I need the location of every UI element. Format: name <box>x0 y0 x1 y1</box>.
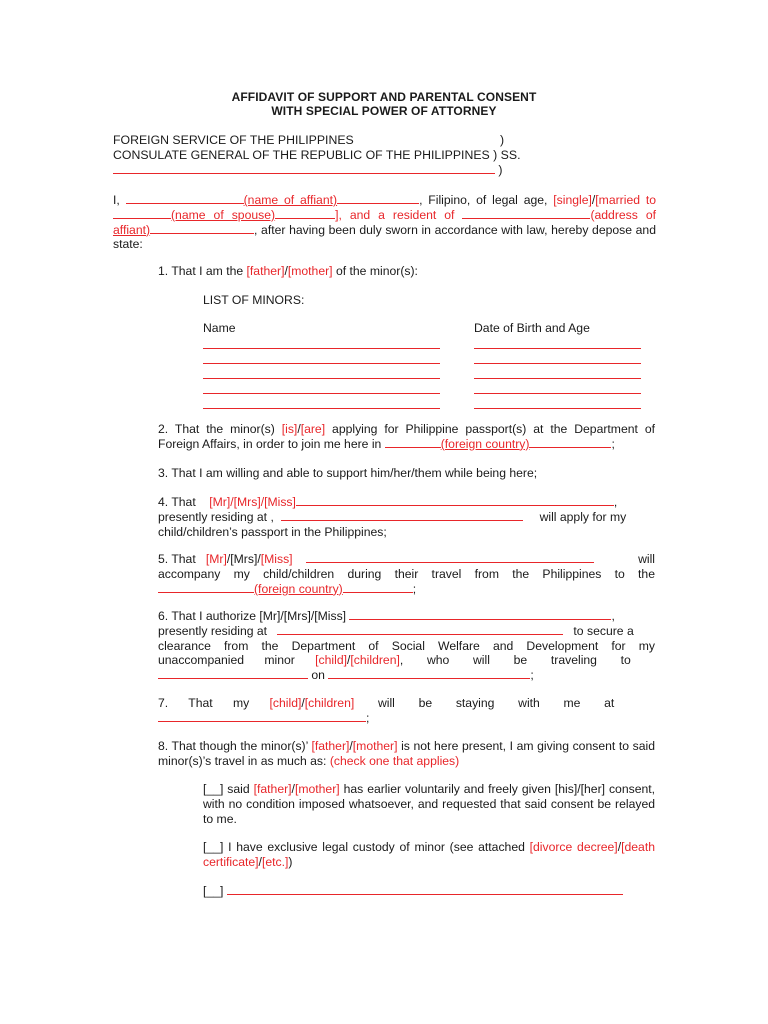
option3-checkbox[interactable]: [__] <box>203 884 224 898</box>
option-3 <box>203 884 623 898</box>
minor-dob-line[interactable] <box>474 348 641 349</box>
item5-mrs[interactable]: /[Mrs]/ <box>226 552 261 566</box>
affiant-name-blank[interactable] <box>126 202 244 204</box>
option-1 <box>203 782 655 826</box>
option1-father[interactable]: [father] <box>253 782 292 796</box>
item1-father[interactable]: [father] <box>246 264 285 278</box>
minor-dob-line[interactable] <box>474 363 641 364</box>
item7-rest: will be staying with me at <box>377 696 615 710</box>
item5-accompany: accompany my child/children during their travel from the Philippines to the <box>158 566 655 581</box>
item4-residing: presently residing at , <box>158 509 274 524</box>
item-7 <box>158 696 655 726</box>
item5-prefix: 5. That <box>158 552 196 566</box>
item6-unaccompanied: unaccompanied minor <box>158 653 295 668</box>
option2-etc[interactable]: [etc.] <box>261 854 289 869</box>
country-blank-2[interactable] <box>529 446 611 448</box>
item4-prefix: 4. That <box>158 495 196 509</box>
item5-mr[interactable]: [Mr] <box>205 552 227 566</box>
minor-name-line[interactable] <box>203 378 440 379</box>
slash: / <box>297 422 301 436</box>
item8-mother[interactable]: [mother] <box>352 739 398 753</box>
item4-address-blank[interactable] <box>281 519 523 521</box>
item6-on: on <box>311 668 325 683</box>
item4-titles[interactable]: [Mr]/[Mrs]/[Miss] <box>209 495 296 509</box>
minor-dob-line[interactable] <box>474 378 641 379</box>
address-field[interactable]: (address of <box>590 207 657 222</box>
item2-is[interactable]: [is] <box>281 422 298 436</box>
item6-traveling: , who will be traveling to <box>399 653 631 668</box>
item2-prefix: 2. That the minor(s) <box>158 422 275 436</box>
item7-prefix: 7. That my <box>158 696 250 710</box>
minor-dob-line[interactable] <box>474 393 641 394</box>
slash: / <box>284 264 288 278</box>
option2-checkbox[interactable]: [__] <box>203 840 224 854</box>
item7-address-blank[interactable] <box>158 720 366 722</box>
item-5 <box>158 552 655 596</box>
spouse-name-field[interactable]: (name of spouse) <box>171 207 276 222</box>
item6-child[interactable]: [child] <box>315 653 348 668</box>
item-3: 3. That I am willing and able to support him/her/them while being here; <box>158 466 538 480</box>
item6-prefix: 6. That I authorize [Mr]/[Mrs]/[Miss] <box>158 609 347 623</box>
item6-address-blank[interactable] <box>277 633 563 635</box>
option1-checkbox[interactable]: [__] <box>203 782 224 796</box>
minors-name-col: Name <box>203 321 236 335</box>
item6-children[interactable]: [children] <box>350 653 400 668</box>
venue-line3-paren: ) <box>498 163 503 177</box>
option1-said: said <box>227 782 250 796</box>
item5-miss[interactable]: [Miss] <box>260 552 293 566</box>
minor-name-line[interactable] <box>203 348 440 349</box>
item1-prefix: 1. That I am the <box>158 264 244 278</box>
slash: / <box>301 696 305 710</box>
option2-death[interactable]: [death certificate] <box>203 840 655 869</box>
item6-clearance: clearance from the Department of Social Welfare and Development for my <box>158 638 655 653</box>
item6-secure: to secure a <box>573 623 634 638</box>
option1-mother[interactable]: [mother] <box>294 782 340 796</box>
item7-child[interactable]: [child] <box>269 696 302 710</box>
venue-line1: FOREIGN SERVICE OF THE PHILIPPINES <box>113 133 354 147</box>
spouse-blank[interactable] <box>113 217 171 219</box>
item2-middle: applying for Philippine passport(s) at the Department of Foreign Affairs, in order to join me here in <box>158 422 656 451</box>
intro-filipino: , Filipino, of legal age, <box>419 193 548 207</box>
intro-after: , after having been duly sworn in accordance with law, hereby depose and state: <box>113 222 656 252</box>
item4-name-blank[interactable] <box>296 504 614 506</box>
venue-block <box>113 133 633 178</box>
slash: / <box>617 840 622 854</box>
venue-line1-paren: ) <box>500 133 505 147</box>
affiant-name-field[interactable]: (name of affiant) <box>243 193 338 207</box>
single-option[interactable]: [single] <box>553 193 592 207</box>
slash: / <box>291 782 295 796</box>
minors-dob-col: Date of Birth and Age <box>474 321 590 335</box>
address-blank[interactable] <box>462 217 590 219</box>
item8-prefix: 8. That though the minor(s)’ <box>158 739 308 753</box>
document-title-line2: WITH SPECIAL POWER OF ATTORNEY <box>271 104 497 118</box>
item1-mother[interactable]: [mother] <box>287 264 333 278</box>
item5-country-blank[interactable] <box>158 591 254 593</box>
item5-end: ; <box>412 581 417 596</box>
intro-paragraph <box>113 193 656 252</box>
item4-will-apply: will apply for my <box>539 509 627 524</box>
slash: / <box>591 193 596 207</box>
item-8 <box>158 739 655 769</box>
item6-date-blank[interactable] <box>328 677 530 679</box>
venue-line2: CONSULATE GENERAL OF THE REPUBLIC OF THE PHILIPPINES ) SS. <box>113 148 521 162</box>
affiant-name-blank-2[interactable] <box>337 202 419 204</box>
slash: / <box>258 854 262 869</box>
spouse-blank-2[interactable] <box>275 217 335 219</box>
item2-country-field[interactable]: (foreign country) <box>440 436 530 451</box>
item6-end: ; <box>530 668 534 683</box>
item5-country-blank-2[interactable] <box>343 591 413 593</box>
item-1 <box>158 264 418 278</box>
item4-comma: , <box>613 495 618 509</box>
item5-country-field[interactable]: (foreign country) <box>254 581 343 596</box>
item4-rest: child/children’s passport in the Philippines; <box>158 524 387 539</box>
option3-blank[interactable] <box>227 893 623 895</box>
minors-heading: LIST OF MINORS: <box>203 293 305 307</box>
minor-name-line[interactable] <box>203 408 440 409</box>
item8-mid: is not here present, I am giving consent to said minor(s)’s travel in as much as: <box>158 739 655 768</box>
intro-resident: ], and a resident of <box>335 207 455 222</box>
option1-rest: has earlier voluntarily and freely given [his]/[her] consent, with no condition imposed whatsoever, and requested that said consent be relayed to me. <box>203 782 656 826</box>
venue-blank[interactable] <box>113 172 495 174</box>
minor-dob-line[interactable] <box>474 408 641 409</box>
option2-divorce[interactable]: [divorce decree] <box>529 840 618 854</box>
option-2 <box>203 840 655 870</box>
minor-name-line[interactable] <box>203 393 440 394</box>
item6-residing: presently residing at <box>158 623 268 638</box>
item5-name-blank[interactable] <box>306 561 594 563</box>
item6-destination-blank[interactable] <box>158 677 308 679</box>
option2-end: ) <box>288 854 293 869</box>
item1-suffix: of the minor(s): <box>335 264 418 278</box>
item5-will: will <box>638 552 655 566</box>
slash: / <box>349 739 353 753</box>
item2-end: ; <box>611 436 615 451</box>
item6-comma: , <box>611 609 615 623</box>
option2-text: I have exclusive legal custody of minor (see attached <box>228 840 525 854</box>
minor-name-line[interactable] <box>203 363 440 364</box>
item8-check: (check one that applies) <box>329 753 460 768</box>
item7-children[interactable]: [children] <box>304 696 355 710</box>
country-blank[interactable] <box>385 446 441 448</box>
item-4 <box>158 495 655 539</box>
slash: / <box>347 653 351 668</box>
item8-father[interactable]: [father] <box>311 739 350 753</box>
item6-name-blank[interactable] <box>349 618 611 620</box>
item2-are[interactable]: [are] <box>300 422 326 436</box>
item-2 <box>158 422 655 452</box>
address-field-2[interactable]: affiant) <box>113 222 151 237</box>
item7-end: ; <box>366 710 370 725</box>
address-blank-2[interactable] <box>150 232 254 234</box>
married-option[interactable]: [married to <box>595 193 656 207</box>
intro-i: I, <box>113 193 120 207</box>
item-6 <box>158 609 655 683</box>
document-title-line1: AFFIDAVIT OF SUPPORT AND PARENTAL CONSENT <box>231 90 537 104</box>
